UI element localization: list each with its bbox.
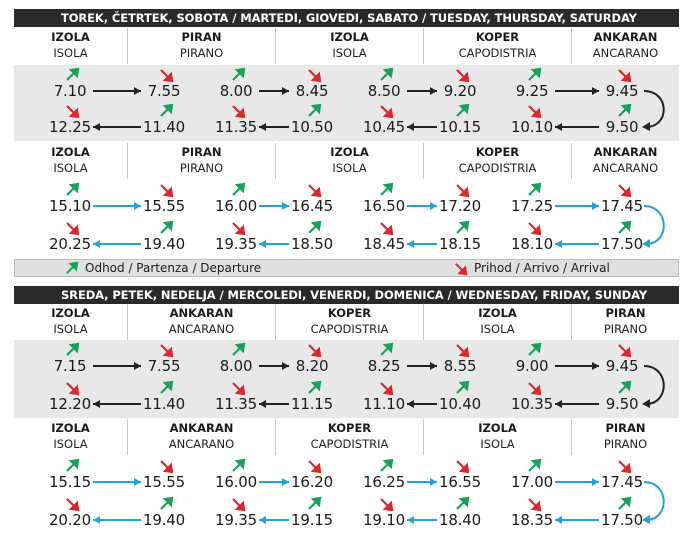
time-value: 7.55 <box>147 82 181 100</box>
arrive-arrow-icon <box>158 342 174 358</box>
time-value: 10.45 <box>363 118 405 136</box>
arrive-arrow-icon <box>616 342 632 358</box>
departure-time-cell <box>425 458 495 494</box>
port-header: IZOLA ISOLA <box>423 419 571 455</box>
departure-time-cell <box>425 342 495 378</box>
time-value: 10.15 <box>439 118 481 136</box>
port-header-row <box>14 304 679 340</box>
departure-time-cell <box>129 380 199 416</box>
arrive-arrow-icon <box>454 458 470 474</box>
depart-arrow-icon <box>158 380 174 396</box>
port-header: IZOLA ISOLA <box>51 145 90 175</box>
arrive-arrow-icon <box>230 103 246 119</box>
time-value: 18.50 <box>291 235 333 253</box>
time-value: 16.55 <box>439 473 481 491</box>
arrive-arrow-icon <box>526 220 542 236</box>
time-value: 17.50 <box>601 511 643 529</box>
timetable-wed-fri-sun <box>14 286 679 536</box>
departure-time-cell <box>497 220 567 256</box>
depart-arrow-icon <box>378 67 394 83</box>
departure-time-cell <box>349 380 419 416</box>
depart-arrow-icon <box>158 103 174 119</box>
time-value: 7.55 <box>147 357 181 375</box>
port-header: PIRAN PIRANO <box>571 419 679 455</box>
departure-time-cell <box>129 103 199 139</box>
departure-time-cell <box>425 182 495 218</box>
departure-time-cell <box>35 342 105 378</box>
port-header-row <box>14 419 679 455</box>
time-value: 18.45 <box>363 235 405 253</box>
legend <box>14 259 679 277</box>
depart-arrow-icon <box>526 182 542 198</box>
arrive-arrow-icon <box>616 458 632 474</box>
time-value: 12.20 <box>49 395 91 413</box>
departure-time-cell <box>277 182 347 218</box>
port-header: ANKARAN ANCARANO <box>571 28 679 64</box>
time-value: 10.10 <box>511 118 553 136</box>
port-header: PIRAN PIRANO <box>127 28 275 64</box>
depart-arrow-icon <box>64 458 80 474</box>
port-header: IZOLA ISOLA <box>51 306 90 336</box>
time-value: 15.55 <box>143 197 185 215</box>
time-value: 19.35 <box>215 235 257 253</box>
time-value: 8.00 <box>219 357 253 375</box>
arrive-arrow-icon <box>306 182 322 198</box>
port-header: IZOLA ISOLA <box>423 304 571 340</box>
departure-time-cell <box>129 67 199 103</box>
time-value: 8.00 <box>219 82 253 100</box>
departure-time-cell <box>35 67 105 103</box>
time-value: 16.45 <box>291 197 333 215</box>
time-value: 11.35 <box>215 395 257 413</box>
time-value: 11.10 <box>363 395 405 413</box>
time-value: 15.15 <box>49 473 91 491</box>
depart-arrow-icon <box>158 220 174 236</box>
time-value: 17.25 <box>511 197 553 215</box>
time-value: 10.35 <box>511 395 553 413</box>
time-value: 19.35 <box>215 511 257 529</box>
port-header: KOPER CAPODISTRIA <box>275 419 423 455</box>
port-header: PIRAN PIRANO <box>127 143 275 179</box>
time-value: 18.10 <box>511 235 553 253</box>
time-value: 19.15 <box>291 511 333 529</box>
time-value: 16.00 <box>215 473 257 491</box>
departure-time-cell <box>587 342 657 378</box>
depart-arrow-icon <box>616 380 632 396</box>
time-value: 16.20 <box>291 473 333 491</box>
time-value: 17.20 <box>439 197 481 215</box>
departure-time-cell <box>497 496 567 532</box>
depart-arrow-icon <box>616 220 632 236</box>
departure-time-cell <box>35 458 105 494</box>
arrive-arrow-icon <box>64 496 80 512</box>
time-value: 18.35 <box>511 511 553 529</box>
arrive-arrow-icon <box>306 458 322 474</box>
time-value: 17.45 <box>601 197 643 215</box>
departure-time-cell <box>201 342 271 378</box>
depart-arrow-icon <box>306 220 322 236</box>
time-value: 15.55 <box>143 473 185 491</box>
time-value: 9.45 <box>605 82 639 100</box>
departure-time-cell <box>497 67 567 103</box>
arrive-arrow-icon <box>64 380 80 396</box>
departure-time-cell <box>587 67 657 103</box>
legend-departure: Odhod / Partenza / Departure <box>85 261 262 275</box>
depart-arrow-icon <box>230 458 246 474</box>
departure-time-cell <box>349 67 419 103</box>
depart-arrow-icon <box>526 67 542 83</box>
arrive-arrow-icon <box>616 67 632 83</box>
departure-time-cell <box>35 380 105 416</box>
time-value: 9.50 <box>605 118 639 136</box>
arrive-arrow-icon <box>454 67 470 83</box>
departure-time-cell <box>587 380 657 416</box>
arrive-arrow-icon <box>378 103 394 119</box>
section-title: SREDA, PETEK, NEDELJA / MERCOLEDI, VENERDI, DOMENICA / WEDNESDAY, FRIDAY, SUNDAY <box>14 286 679 304</box>
departure-time-cell <box>201 496 271 532</box>
departure-time-cell <box>587 458 657 494</box>
departure-time-cell <box>129 496 199 532</box>
depart-arrow-icon <box>378 342 394 358</box>
arrive-arrow-icon <box>230 380 246 396</box>
port-header: KOPER CAPODISTRIA <box>275 304 423 340</box>
port-header-row <box>14 28 679 64</box>
departure-time-cell <box>587 496 657 532</box>
departure-time-cell <box>349 496 419 532</box>
time-value: 8.25 <box>367 357 401 375</box>
departure-time-cell <box>35 182 105 218</box>
port-header: KOPER CAPODISTRIA <box>423 28 571 64</box>
depart-arrow-icon <box>64 182 80 198</box>
time-value: 11.40 <box>143 118 185 136</box>
departure-time-cell <box>129 342 199 378</box>
time-value: 9.00 <box>515 357 549 375</box>
arrive-arrow-icon <box>230 220 246 236</box>
port-header: IZOLA ISOLA <box>51 421 90 451</box>
arrive-arrow-icon <box>454 182 470 198</box>
arrive-arrow-icon <box>230 496 246 512</box>
depart-arrow-icon <box>230 342 246 358</box>
departure-time-cell <box>425 496 495 532</box>
departure-time-cell <box>201 103 271 139</box>
time-value: 15.10 <box>49 197 91 215</box>
port-header: IZOLA ISOLA <box>51 30 90 60</box>
departure-time-cell <box>497 458 567 494</box>
arrive-arrow-icon <box>526 103 542 119</box>
departure-time-cell <box>277 458 347 494</box>
depart-arrow-icon <box>378 458 394 474</box>
port-header: KOPER CAPODISTRIA <box>423 143 571 179</box>
arrive-arrow-icon <box>454 342 470 358</box>
time-value: 12.25 <box>49 118 91 136</box>
time-value: 20.25 <box>49 235 91 253</box>
departure-time-cell <box>425 380 495 416</box>
departure-time-cell <box>129 182 199 218</box>
arrive-arrow-icon <box>158 458 174 474</box>
departure-time-cell <box>201 182 271 218</box>
legend-arrival: Prihod / Arrivo / Arrival <box>474 261 610 275</box>
time-value: 10.50 <box>291 118 333 136</box>
arrive-arrow-icon <box>158 67 174 83</box>
depart-arrow-icon <box>454 496 470 512</box>
time-value: 7.15 <box>53 357 87 375</box>
departure-time-cell <box>587 182 657 218</box>
arrive-arrow-icon <box>526 380 542 396</box>
arrive-arrow-icon <box>306 342 322 358</box>
arrive-arrow-icon <box>378 380 394 396</box>
time-value: 9.45 <box>605 357 639 375</box>
departure-time-cell <box>201 220 271 256</box>
departure-time-cell <box>497 342 567 378</box>
depart-arrow-icon <box>454 380 470 396</box>
time-value: 8.45 <box>295 82 329 100</box>
arrive-arrow-icon <box>526 496 542 512</box>
time-value: 9.50 <box>605 395 639 413</box>
port-header: ANKARAN ANCARANO <box>127 419 275 455</box>
arrive-arrow-icon <box>378 496 394 512</box>
depart-arrow-icon <box>64 342 80 358</box>
depart-arrow-icon <box>230 67 246 83</box>
depart-arrow-icon <box>230 182 246 198</box>
arrive-arrow-icon <box>158 182 174 198</box>
departure-time-cell <box>349 103 419 139</box>
time-value: 9.20 <box>443 82 477 100</box>
time-value: 8.55 <box>443 357 477 375</box>
depart-arrow-icon <box>526 458 542 474</box>
time-value: 7.10 <box>53 82 87 100</box>
schedule-block <box>14 340 679 418</box>
schedule-block <box>14 456 679 534</box>
port-header: IZOLA ISOLA <box>275 28 423 64</box>
arrive-arrow-icon <box>616 182 632 198</box>
section-title: TOREK, ČETRTEK, SOBOTA / MARTEDI, GIOVEDI, SABATO / TUESDAY, THURSDAY, SATURDAY <box>14 9 679 27</box>
time-value: 16.50 <box>363 197 405 215</box>
depart-arrow-icon <box>306 496 322 512</box>
time-value: 19.40 <box>143 511 185 529</box>
port-header-row <box>14 143 679 179</box>
departure-time-cell <box>277 103 347 139</box>
departure-time-cell <box>35 103 105 139</box>
departure-time-cell <box>201 380 271 416</box>
port-header: PIRAN PIRANO <box>571 304 679 340</box>
departure-time-cell <box>35 220 105 256</box>
time-value: 19.40 <box>143 235 185 253</box>
depart-arrow-icon <box>378 182 394 198</box>
depart-arrow-icon <box>64 67 80 83</box>
departure-time-cell <box>129 220 199 256</box>
departure-time-cell <box>349 182 419 218</box>
departure-time-cell <box>587 103 657 139</box>
time-value: 19.10 <box>363 511 405 529</box>
departure-time-cell <box>349 458 419 494</box>
port-header: IZOLA ISOLA <box>275 143 423 179</box>
departure-time-cell <box>425 67 495 103</box>
depart-arrow-icon <box>526 342 542 358</box>
departure-time-cell <box>277 67 347 103</box>
arrive-arrow-icon <box>306 67 322 83</box>
depart-arrow-icon <box>306 380 322 396</box>
time-value: 16.25 <box>363 473 405 491</box>
time-value: 18.40 <box>439 511 481 529</box>
departure-time-cell <box>129 458 199 494</box>
departure-time-cell <box>277 342 347 378</box>
time-value: 8.50 <box>367 82 401 100</box>
departure-time-cell <box>425 220 495 256</box>
departure-time-cell <box>497 380 567 416</box>
departure-time-cell <box>497 103 567 139</box>
departure-time-cell <box>349 342 419 378</box>
departure-time-cell <box>277 220 347 256</box>
depart-arrow-icon <box>616 496 632 512</box>
time-value: 20.20 <box>49 511 91 529</box>
departure-time-cell <box>35 496 105 532</box>
departure-time-cell <box>277 380 347 416</box>
depart-arrow-icon <box>306 103 322 119</box>
depart-arrow-icon <box>64 261 79 276</box>
port-header: ANKARAN ANCARANO <box>127 304 275 340</box>
time-value: 11.40 <box>143 395 185 413</box>
port-header: ANKARAN ANCARANO <box>571 143 679 179</box>
departure-time-cell <box>425 103 495 139</box>
departure-time-cell <box>587 220 657 256</box>
time-value: 17.50 <box>601 235 643 253</box>
departure-time-cell <box>349 220 419 256</box>
time-value: 11.15 <box>291 395 333 413</box>
departure-time-cell <box>277 496 347 532</box>
time-value: 17.00 <box>511 473 553 491</box>
time-value: 9.25 <box>515 82 549 100</box>
depart-arrow-icon <box>454 103 470 119</box>
arrive-arrow-icon <box>64 220 80 236</box>
depart-arrow-icon <box>616 103 632 119</box>
time-value: 16.00 <box>215 197 257 215</box>
time-value: 8.20 <box>295 357 329 375</box>
schedule-block <box>14 180 679 258</box>
schedule-block <box>14 65 679 141</box>
departure-time-cell <box>201 458 271 494</box>
arrive-arrow-icon <box>64 103 80 119</box>
departure-time-cell <box>497 182 567 218</box>
arrive-arrow-icon <box>378 220 394 236</box>
depart-arrow-icon <box>158 496 174 512</box>
time-value: 10.40 <box>439 395 481 413</box>
time-value: 11.35 <box>215 118 257 136</box>
time-value: 17.45 <box>601 473 643 491</box>
timetable-tue-thu-sat <box>14 9 679 278</box>
departure-time-cell <box>201 67 271 103</box>
depart-arrow-icon <box>454 220 470 236</box>
arrive-arrow-icon <box>453 261 468 276</box>
time-value: 18.15 <box>439 235 481 253</box>
